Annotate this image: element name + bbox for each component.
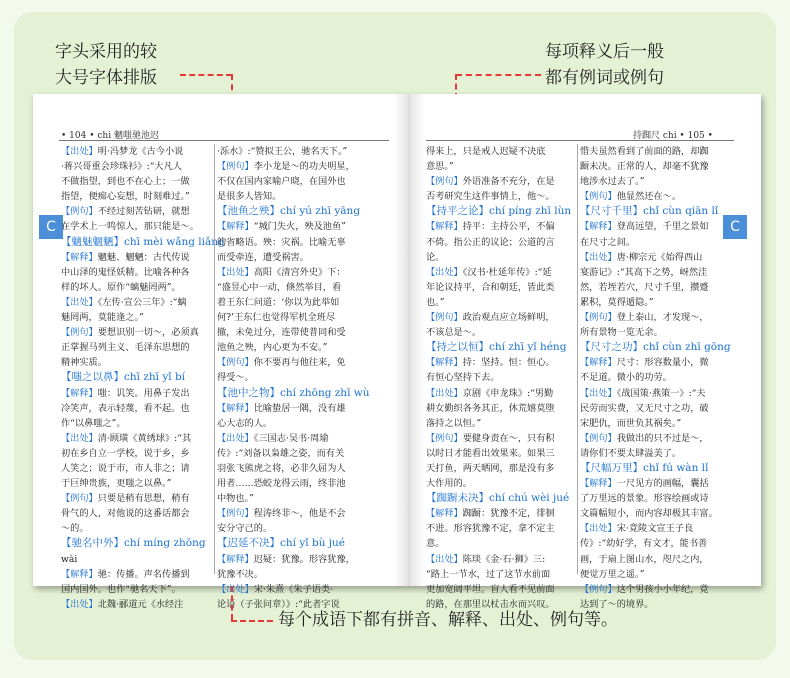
text-line: 指望，便痴心妄想，时刻难过。” bbox=[61, 191, 190, 203]
text-line: 便觉万里之遥。” bbox=[580, 568, 645, 580]
text-line: 【解释】持：坚持。恒：恒心。 bbox=[426, 357, 555, 369]
annotation-large-font-line2: 大号字体排版 bbox=[55, 68, 157, 88]
text-line: 惜夫虽然看到了前面的路，却踟 bbox=[580, 146, 709, 157]
text-line: ～的。 bbox=[61, 523, 89, 535]
text-line: 【例句】要想识别一切～，必须真 bbox=[61, 327, 199, 339]
text-line: 【池中之物】chí zhōng zhī wù bbox=[217, 386, 370, 399]
text-line: 民劳而实费，又无尺寸之功，破 bbox=[580, 402, 709, 414]
text-line: 更加宽阔平坦。盲人看不见前面 bbox=[426, 583, 555, 595]
text-line: 得来上，只是戒人迟疑不决底 bbox=[426, 146, 546, 157]
text-line: 【出处】北魏·郦道元《水经注 bbox=[61, 598, 184, 610]
text-line: 【解释】踟蹰：犹豫不定，徘徊 bbox=[426, 508, 555, 520]
letter-tab-right: C bbox=[723, 215, 747, 239]
text-line: 然，若垤若穴，尺寸千里，攒蹙 bbox=[580, 281, 709, 293]
text-line: 文篇幅短小，而内容却极其丰富。 bbox=[580, 508, 718, 520]
text-line: 不足道。微小的功劳。 bbox=[580, 372, 672, 384]
text-line: 【出处】陈琰《金·石·狮》三: bbox=[426, 553, 546, 565]
text-line: 【例句】程涛终非～，他是不会 bbox=[217, 508, 346, 520]
text-line: 【例句】要健身责在～，只有积 bbox=[426, 432, 555, 444]
text-line: 而受牵连，遭受祸害。 bbox=[217, 251, 309, 263]
text-line: 落持之以恒。” bbox=[426, 417, 482, 429]
text-line: 正掌握马列主义、毛泽东思想的 bbox=[61, 342, 190, 354]
right-column-divider bbox=[577, 144, 578, 574]
text-line: 【尺幅万里】chǐ fú wàn lǐ bbox=[580, 461, 709, 474]
text-line: 【迟延不决】chí yǐ bù jué bbox=[217, 537, 346, 550]
text-line: 论。 bbox=[426, 251, 445, 263]
text-line: 心大志的人。 bbox=[217, 417, 273, 429]
text-line: 初在乡自立一学校，说于乡，乡 bbox=[61, 447, 190, 459]
text-line: 【持之以恒】chí zhī yǐ héng bbox=[426, 341, 567, 354]
text-line: 意思。” bbox=[426, 161, 454, 173]
text-line: 宋肥仇，而世负其祸矣。” bbox=[580, 417, 682, 429]
text-line: 【例句】政治观点应立场鲜明， bbox=[426, 312, 555, 324]
text-line: ·泺水》:“赞拟王公，驰名天下。” bbox=[217, 146, 348, 157]
text-line: 【出处】唐·柳宗元《始得西山 bbox=[580, 251, 703, 263]
text-line: 画，于扇上图山水，咫尺之内， bbox=[580, 553, 709, 565]
text-line: 羽张飞熊虎之将，必非久屈为人 bbox=[217, 462, 346, 474]
text-line: 【解释】嗤：讥笑。用鼻子发出 bbox=[61, 387, 190, 399]
text-line: 传》:“幼好学，有文才，能书善 bbox=[580, 538, 708, 550]
text-line: 论语（子张问章）》:“此者字说 bbox=[217, 598, 340, 610]
text-line: 作“以鼻嗤之”。 bbox=[61, 417, 126, 429]
text-line: 了万里远的景象。形容绘画或诗 bbox=[580, 493, 709, 505]
text-line: 在学术上一鸣惊人，那只能是～。 bbox=[61, 221, 199, 233]
text-line: 【例句】你不要再与他往来，免 bbox=[217, 357, 346, 369]
text-line: 【解释】驰：传播。声名传播到 bbox=[61, 568, 190, 580]
text-line: 【踟蹰未决】chí chú wèi jué bbox=[426, 492, 570, 505]
text-line: 【例句】外语准备不充分，在是 bbox=[426, 176, 555, 188]
text-line: 【尺寸千里】chǐ cùn qiān lǐ bbox=[580, 205, 719, 218]
callout-line-left-h bbox=[180, 74, 232, 76]
text-line: 精神实质。 bbox=[61, 357, 107, 369]
text-line: 的省略语。殃：灾祸。比喻无辜 bbox=[217, 236, 346, 248]
text-line: 【解释】尺寸：形容数量小，微 bbox=[580, 357, 709, 369]
text-line: 【出处】《三国志·吴书·周瑜 bbox=[217, 432, 329, 444]
text-line: 【解释】迟疑：犹豫。形容犹豫， bbox=[217, 553, 355, 565]
text-line: 蹰未决。正常的人，却毫不犹豫 bbox=[580, 161, 709, 173]
text-line: 着王东仁问道：‘你以为此举如 bbox=[217, 296, 340, 308]
callout-line-right-h bbox=[456, 74, 541, 76]
text-line: 用者……恐蛟龙得云雨，终非池 bbox=[217, 478, 346, 490]
text-line: “路上一节水，过了这节水前面 bbox=[426, 568, 551, 580]
left-page-column-2 bbox=[217, 144, 392, 612]
text-line: 在尺寸之间。 bbox=[580, 236, 636, 248]
text-line: 【解释】“城门失火，殃及池鱼” bbox=[217, 221, 346, 233]
text-line: 不仅在国内家喻户晓，在国外也 bbox=[217, 176, 346, 188]
text-line: 所有景物一览无余。 bbox=[580, 327, 663, 339]
text-line: 不该总是～。 bbox=[426, 327, 482, 339]
text-line: 达到了～的境界。 bbox=[580, 598, 654, 610]
text-line: 【例句】登上泰山，才发现～， bbox=[580, 312, 709, 324]
text-line: 大作用的。 bbox=[426, 478, 472, 490]
text-line: 人笑之；说于市，市人非之；请 bbox=[61, 462, 190, 474]
text-line: 【池鱼之殃】chí yú zhī yāng bbox=[217, 205, 361, 218]
text-line: 【驰名中外】chí míng zhōng bbox=[61, 537, 206, 550]
text-line: 不倚。指公正的议论；公道的言 bbox=[426, 236, 555, 248]
text-line: 得受～。 bbox=[217, 372, 254, 384]
left-column-divider bbox=[214, 144, 215, 574]
right-page-column-1 bbox=[426, 144, 581, 612]
text-line: 【例句】他显然还在～。 bbox=[580, 191, 682, 203]
text-line: 【解释】登高远望，千里之景如 bbox=[580, 221, 709, 233]
text-line: 【出处】清·顾璜《黄绣球》:“其 bbox=[61, 432, 192, 444]
text-line: 【例句】我做出的只不过是～， bbox=[580, 432, 709, 444]
text-line: 有恒心坚持下去。 bbox=[426, 372, 500, 384]
text-line: 撤，未免过分，连带使普同和受 bbox=[217, 327, 346, 339]
text-line: 【例句】李小龙是～的功夫明星， bbox=[217, 161, 355, 173]
left-page-column-1 bbox=[61, 144, 236, 612]
text-line: 的路，在那里以杖击水而兴叹。 bbox=[426, 598, 555, 610]
text-line: 不做指望，到也不在心上；一做 bbox=[61, 176, 190, 188]
text-line: 也。” bbox=[426, 296, 445, 308]
text-line: 【出处】宋·朱熹《朱子语类· bbox=[217, 583, 334, 595]
text-line: 不进。形容犹豫不定，拿不定主 bbox=[426, 523, 555, 535]
right-header-rule bbox=[426, 140, 734, 141]
text-line: 于巨绅贵族，更嗤之以鼻。” bbox=[61, 478, 172, 490]
text-line: 【嗤之以鼻】chī zhī yǐ bí bbox=[61, 371, 186, 384]
text-line: 否考研究生这件事情上，他～。 bbox=[426, 191, 555, 203]
text-line: 【出处】京剧《申龙珠》:“男勤 bbox=[426, 387, 554, 399]
annotation-examples-line2: 都有例词或例句 bbox=[545, 68, 664, 88]
left-header-rule bbox=[59, 140, 389, 141]
text-line: 冷笑声，表示轻蔑，看不起。也 bbox=[61, 402, 190, 414]
book-spine bbox=[394, 94, 424, 586]
text-line: 何?’王东仁也觉得军机全班尽 bbox=[217, 312, 336, 324]
text-line: 天打鱼，两天晒网，那是没有多 bbox=[426, 462, 555, 474]
text-line: 【解释】一尺见方的画幅，囊括 bbox=[580, 478, 709, 490]
callout-line-bottom-v bbox=[231, 586, 233, 620]
text-line: 传》:“刘备以枭雄之姿，而有关 bbox=[217, 447, 345, 459]
text-line: 【出处】《左传·宣公三年》:“螭 bbox=[61, 296, 187, 308]
annotation-entry-structure: 每个成语下都有拼音、解释、出处、例句等。 bbox=[278, 610, 618, 630]
text-line: 累积，莫得遁隐。” bbox=[580, 296, 654, 308]
text-line: 地涉水过去了。” bbox=[580, 176, 645, 188]
text-line: wài bbox=[61, 553, 78, 565]
text-line: 以时日才能看出效果来。如果三 bbox=[426, 447, 555, 459]
text-line: 样的坏人。原作“螭魅罔两”。 bbox=[61, 281, 181, 293]
text-line: 【例句】只要是稍有思想，稍有 bbox=[61, 493, 190, 505]
text-line: 耕女勤织各务其正，休荒嬉莫堕 bbox=[426, 402, 555, 414]
right-page-header: 持踟尺 chi • 105 • bbox=[633, 131, 713, 141]
text-line: 【持平之论】chí píng zhī lùn bbox=[426, 205, 572, 218]
text-line: 是很多人皆知。 bbox=[217, 191, 282, 203]
text-line: ·蒋兴哥重会珍珠衫》:“大凡人 bbox=[61, 161, 182, 173]
text-line: “盛昱心中一动，倏然举目，看 bbox=[217, 281, 342, 293]
text-line: 中物也。” bbox=[217, 493, 254, 505]
callout-line-bottom-h bbox=[231, 620, 273, 622]
dictionary-spread bbox=[33, 94, 761, 610]
annotation-examples-line1: 每项释义后一般 bbox=[545, 42, 664, 62]
text-line: 【出处】《汉书·杜延年传》:“延 bbox=[426, 266, 552, 278]
text-line: 安分守己的。 bbox=[217, 523, 273, 535]
text-line: 【例句】不经过刻苦钻研，就想 bbox=[61, 206, 190, 218]
text-line: 魅罔两，莫能逢之。” bbox=[61, 312, 144, 324]
text-line: 犹豫不决。 bbox=[217, 568, 263, 580]
text-line: 请你们不要太肆溢美了。 bbox=[580, 447, 682, 459]
text-line: 【出处】明·冯梦龙《古今小说 bbox=[61, 146, 184, 157]
annotation-large-font-line1: 字头采用的较 bbox=[55, 42, 157, 62]
text-line: 【尺寸之功】chǐ cùn zhī gōng bbox=[580, 341, 731, 354]
text-line: 【例句】这个男孩小小年纪，竟 bbox=[580, 583, 709, 595]
left-page-header: • 104 • chi 魑嗤驰池迟 bbox=[61, 131, 159, 141]
text-line: 【出处】宋·竟陵文宣王子良 bbox=[580, 523, 694, 535]
text-line: 意。 bbox=[426, 538, 445, 550]
text-line: 【出处】高阳《清宫外史》下： bbox=[217, 266, 346, 278]
right-page-column-2 bbox=[580, 144, 740, 612]
text-line: 骨气的人，对他说的这番话都会 bbox=[61, 508, 190, 520]
text-line: 【解释】比喻蛰居一隅，没有雄 bbox=[217, 402, 346, 414]
text-line: 年论议持平，合和朝廷，皆此类 bbox=[426, 281, 555, 293]
text-line: 池鱼之殃，内心更为不安。” bbox=[217, 342, 328, 354]
text-line: 【出处】《战国策·燕策一》:“夫 bbox=[580, 387, 706, 399]
text-line: 宴游记》:“其高下之势，岈然洼 bbox=[580, 266, 708, 278]
text-line: 【解释】魑魅、魍魉：古代传说 bbox=[61, 251, 190, 263]
letter-tab-left: C bbox=[39, 215, 63, 239]
text-line: 中山泽的鬼怪妖精。比喻各种各 bbox=[61, 266, 190, 278]
text-line: 【解释】持平：主持公平，不偏 bbox=[426, 221, 555, 233]
text-line: 【魑魅魍魉】chī mèi wǎng liǎng bbox=[61, 235, 225, 248]
text-line: 国内国外。也作“驰名天下”。 bbox=[61, 583, 181, 595]
